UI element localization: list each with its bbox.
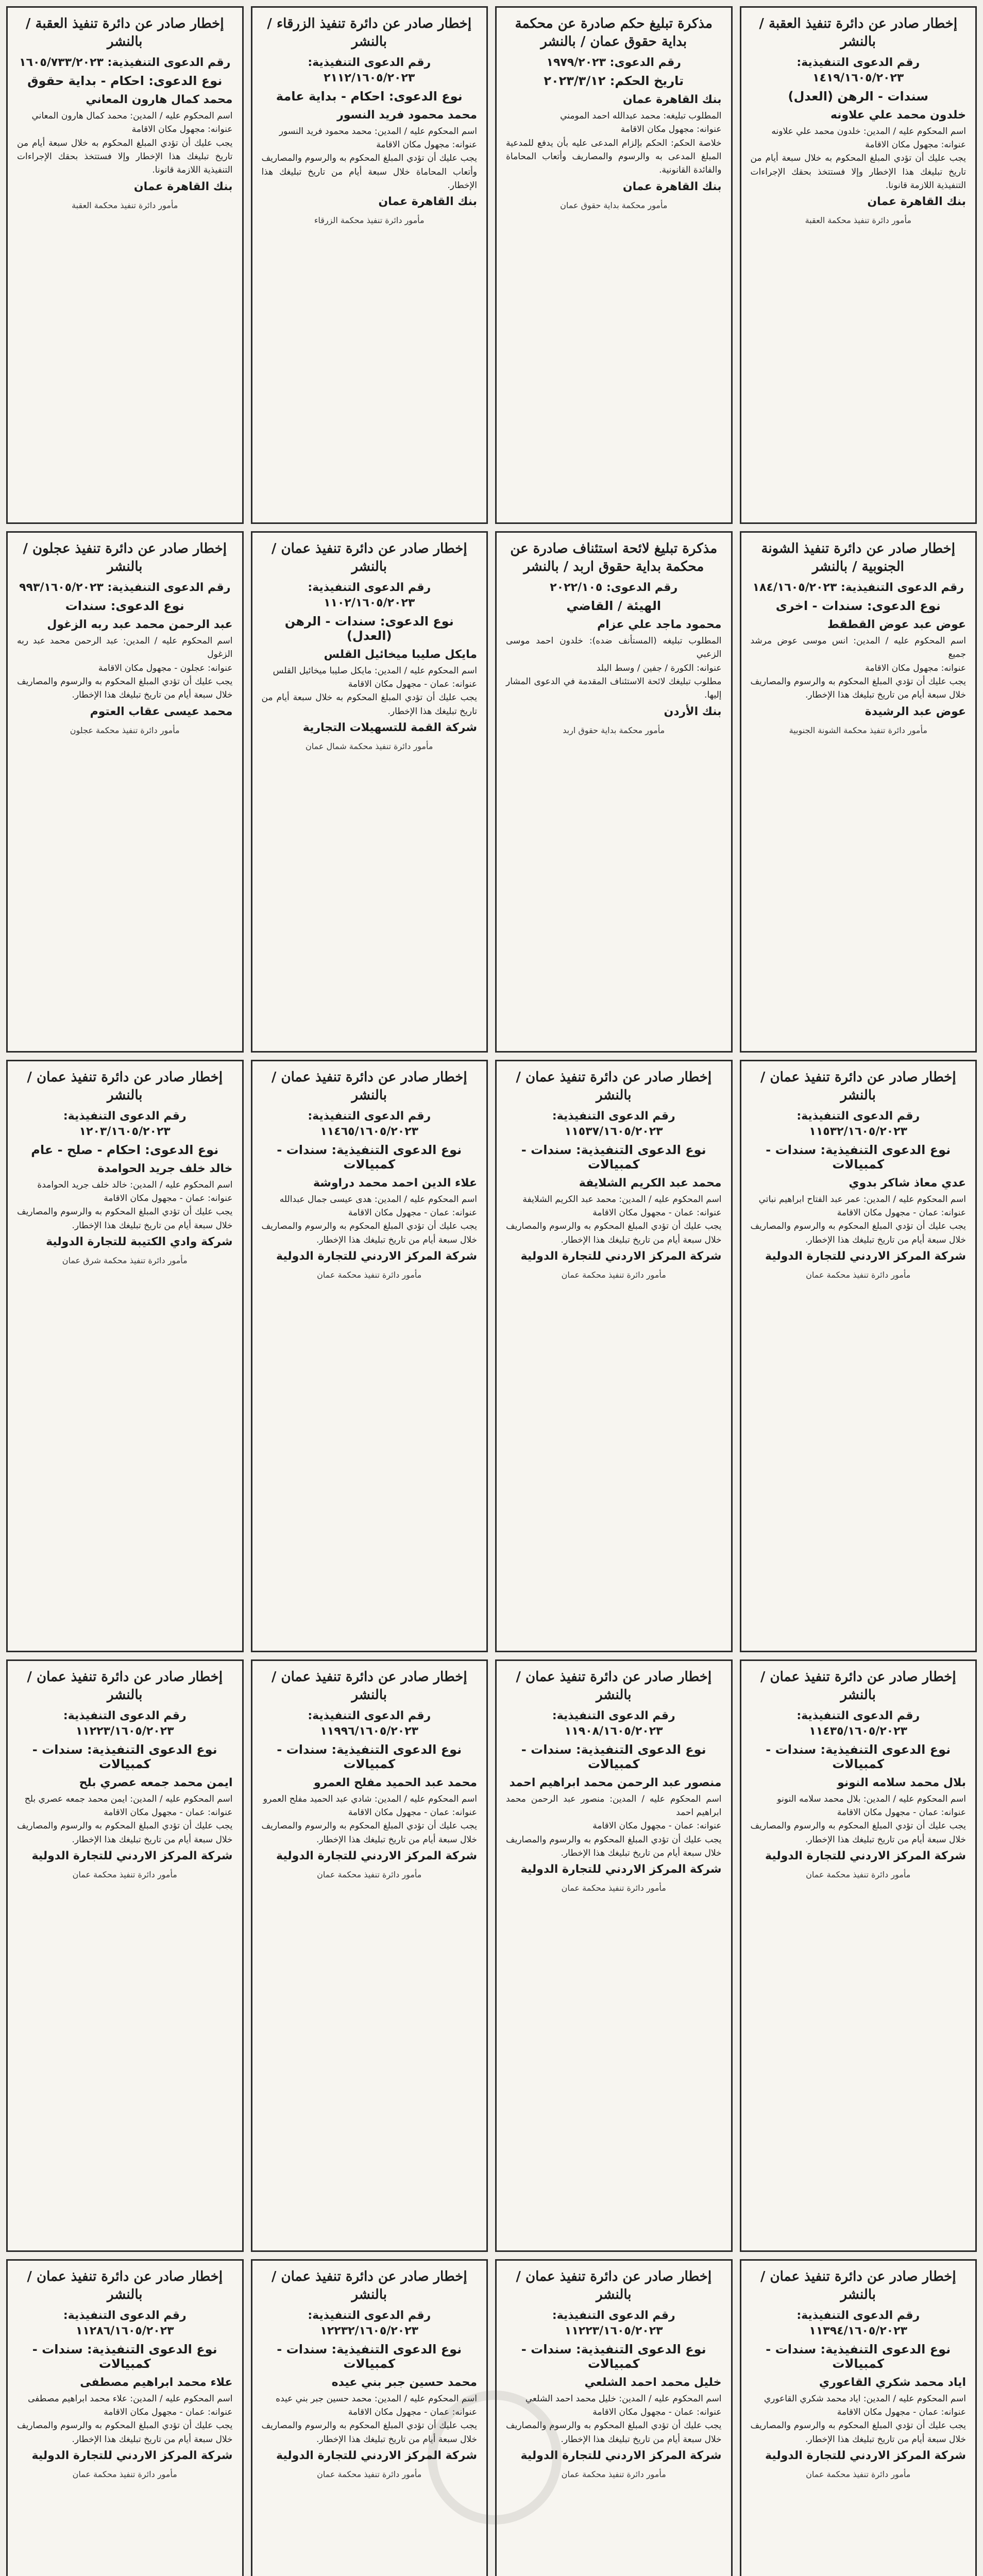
notice-creditor: شركة المركز الاردني للتجارة الدولية — [765, 1849, 966, 1862]
notice-line: اسم المحكوم عليه / المدين: خالد خلف جريد الحوامدة — [37, 1179, 233, 1190]
notice-type: نوع الدعوى التنفيذية: سندات - كمبيالات — [521, 1742, 706, 1771]
notice-type: نوع الدعوى التنفيذية: سندات - كمبيالات — [766, 1142, 951, 1172]
notice-line: المطلوب تبليغه (المستأنف ضده): خلدون احمد موسى الزعبي — [506, 635, 722, 660]
notice-line: خلاصة الحكم: الحكم بإلزام المدعى عليه بأن يدفع للمدعية المبلغ المدعى به والرسوم والمصاريف وأتعاب المحاماة والفائدة القانونية. — [506, 138, 722, 176]
notice-party: خلدون محمد علي علاونه — [830, 108, 966, 122]
notice-type: نوع الدعوى التنفيذية: سندات - كمبيالات — [766, 1742, 951, 1771]
notice-17 — [740, 2259, 977, 2576]
notice-ref: رقم الدعوى التنفيذية: ١٢٠٣/١٦٠٥/٢٠٢٣ — [63, 1110, 187, 1138]
notice-creditor: عوض عبد الرشيدة — [865, 705, 966, 718]
notice-footer: مأمور دائرة تنفيذ محكمة عمان — [806, 2469, 911, 2479]
notice-line: عنوانه: عمان - مجهول مكان الاقامة — [837, 1807, 966, 1818]
notice-footer: مأمور دائرة تنفيذ محكمة عمان — [72, 2469, 177, 2479]
notice-type: نوع الدعوى التنفيذية: سندات - كمبيالات — [277, 2342, 462, 2371]
notice-ref: رقم الدعوى التنفيذية: ١١٩٩٦/١٦٠٥/٢٠٢٣ — [308, 1709, 431, 1738]
notice-line: يجب عليك أن تؤدي المبلغ المحكوم به والرسوم والمصاريف خلال سبعة أيام من تاريخ تبليغك هذا الإخطار. — [261, 1821, 477, 1845]
notice-line: يجب عليك أن تؤدي المبلغ المحكوم به والرسوم والمصاريف خلال سبعة أيام من تاريخ تبليغك هذا الإخطار. — [17, 2420, 233, 2445]
notice-line: اسم المحكوم عليه / المدين: انس موسى عوض مرشد جميع — [750, 635, 966, 660]
notice-ref: رقم الدعوى التنفيذية: ١١٤٣٥/١٦٠٥/٢٠٢٣ — [796, 1709, 920, 1738]
notice-party: عوض عبد عوض القطقط — [827, 618, 966, 631]
notice-footer: مأمور دائرة تنفيذ محكمة العقبة — [72, 200, 178, 210]
notice-title: إخطار صادر عن دائرة تنفيذ العقبة / بالنشر — [759, 16, 958, 50]
notice-footer: مأمور دائرة تنفيذ محكمة عمان — [317, 1269, 422, 1280]
notice-party: اياد محمد شكري القاعوري — [819, 2376, 966, 2389]
notice-creditor: محمد عيسى عقاب العتوم — [90, 705, 233, 718]
notice-ref: رقم الدعوى التنفيذية: ١٢٢٣٢/١٦٠٥/٢٠٢٣ — [308, 2309, 431, 2337]
notice-6 — [495, 531, 733, 1053]
notice-ref: رقم الدعوى التنفيذية: ١٤١٩/١٦٠٥/٢٠٢٣ — [796, 56, 920, 84]
notice-line: اسم المحكوم عليه / المدين: مايكل صليبا ميخائيل القلس — [273, 665, 477, 676]
notice-title: إخطار صادر عن دائرة تنفيذ عمان / بالنشر — [516, 1669, 712, 1703]
notice-party: محمد كمال هارون المعاني — [86, 93, 233, 106]
notice-title: إخطار صادر عن دائرة تنفيذ الشونة الجنوبية / بالنشر — [761, 541, 955, 575]
notice-title: مذكرة تبليغ لائحة استئناف صادرة عن محكمة بداية حقوق اربد / بالنشر — [510, 541, 718, 575]
notice-footer: مأمور دائرة تنفيذ محكمة شمال عمان — [306, 741, 433, 751]
notice-title: إخطار صادر عن دائرة تنفيذ عمان / بالنشر — [271, 2269, 467, 2303]
notice-line: عنوانه: عمان - مجهول مكان الاقامة — [104, 1193, 233, 1204]
notice-12 — [6, 1060, 244, 1652]
notice-line: عنوانه: مجهول مكان الاقامة — [865, 139, 966, 150]
notice-type: نوع الدعوى التنفيذية: سندات - كمبيالات — [277, 1742, 462, 1771]
notice-title: إخطار صادر عن دائرة تنفيذ عمان / بالنشر — [271, 1669, 467, 1703]
notice-line: عنوانه: عمان - مجهول مكان الاقامة — [348, 679, 477, 689]
notice-line: يجب عليك أن تؤدي المبلغ المحكوم به والرسوم والمصاريف خلال سبعة أيام من تاريخ تبليغك هذا الإخطار. — [261, 2420, 477, 2445]
notice-footer: مأمور دائرة تنفيذ محكمة عمان — [561, 1883, 666, 1893]
notice-line: عنوانه: عمان - مجهول مكان الاقامة — [348, 1807, 477, 1818]
notice-ref: رقم الدعوى التنفيذية: ١١٠٢/١٦٠٥/٢٠٢٣ — [308, 581, 431, 609]
notice-ref: رقم الدعوى التنفيذية: ١١٢٨٦/١٦٠٥/٢٠٢٣ — [63, 2309, 187, 2337]
notice-title: إخطار صادر عن دائرة تنفيذ عمان / بالنشر — [27, 1070, 223, 1104]
notice-line: عنوانه: عجلون - مجهول مكان الاقامة — [98, 663, 233, 673]
notice-party: محمد عبد الحميد مفلح العمرو — [313, 1776, 477, 1789]
notice-20 — [6, 2259, 244, 2576]
notice-line: عنوانه: مجهول مكان الاقامة — [376, 139, 477, 150]
notice-line: اسم المحكوم عليه / المدين: بلال محمد سلامه النونو — [777, 1793, 966, 1804]
notice-creditor: بنك القاهرة عمان — [378, 195, 477, 209]
notice-title: إخطار صادر عن دائرة تنفيذ عمان / بالنشر — [271, 541, 467, 575]
notice-ref: رقم الدعوى التنفيذية: ١١٥٣٧/١٦٠٥/٢٠٢٣ — [552, 1110, 675, 1138]
notice-line: عنوانه: عمان - مجهول مكان الاقامة — [592, 1821, 722, 1832]
notice-creditor: شركة المركز الاردني للتجارة الدولية — [276, 2449, 477, 2462]
notice-line: اسم المحكوم عليه / المدين: عبد الرحمن محمد عبد ربه الزغول — [17, 635, 233, 660]
notice-line: يجب عليك أن تؤدي المبلغ المحكوم به والرسوم والمصاريف خلال سبعة أيام من تاريخ تبليغك هذا الإخطار. — [17, 1207, 233, 1231]
notice-1 — [740, 6, 977, 524]
notice-ref: رقم الدعوى التنفيذية: ١١٢٢٣/١٦٠٥/٢٠٢٣ — [552, 2309, 675, 2337]
notice-line: عنوانه: عمان - مجهول مكان الاقامة — [104, 2406, 233, 2417]
notice-line: اسم المحكوم عليه / المدين: خليل محمد احمد الشلعي — [525, 2393, 722, 2404]
notice-party: محمد حسين جبر بني عيده — [331, 2376, 477, 2389]
notice-footer: مأمور دائرة تنفيذ محكمة عمان — [806, 1869, 911, 1879]
notice-creditor: شركة المركز الاردني للتجارة الدولية — [276, 1849, 477, 1862]
notice-creditor: شركة المركز الاردني للتجارة الدولية — [520, 1249, 722, 1263]
notice-party: علاء الدين احمد محمد دراوشة — [313, 1176, 477, 1190]
notice-line: اسم المحكوم عليه / المدين: محمد محمود فريد النسور — [279, 126, 477, 137]
notice-party: محمد عبد الكريم الشلايفة — [579, 1176, 722, 1190]
notice-creditor: شركة المركز الاردني للتجارة الدولية — [520, 1863, 722, 1876]
notice-creditor: بنك القاهرة عمان — [622, 180, 722, 193]
notice-footer: مأمور دائرة تنفيذ محكمة الشونة الجنوبية — [789, 725, 927, 735]
notice-ref: رقم الدعوى التنفيذية: ١١٩٠٨/١٦٠٥/٢٠٢٣ — [552, 1709, 675, 1738]
notice-ref: رقم الدعوى: ١٩٧٩/٢٠٢٣ — [546, 56, 681, 70]
notice-footer: مأمور دائرة تنفيذ محكمة عمان — [317, 1869, 422, 1879]
notice-party: علاء محمد ابراهيم مصطفى — [80, 2376, 233, 2389]
notice-9 — [740, 1060, 977, 1652]
notice-title: مذكرة تبليغ حكم صادرة عن محكمة بداية حقوق عمان / بالنشر — [515, 16, 713, 50]
notice-title: إخطار صادر عن دائرة تنفيذ العقبة / بالنشر — [25, 16, 224, 50]
notice-line: عنوانه: عمان - مجهول مكان الاقامة — [348, 2406, 477, 2417]
notice-line: اسم المحكوم عليه / المدين: عمر عبد الفتاح ابراهيم نباتي — [758, 1194, 966, 1205]
notice-line: اسم المحكوم عليه / المدين: محمد كمال هارون المعاني — [31, 110, 233, 121]
notice-creditor: شركة المركز الاردني للتجارة الدولية — [765, 2449, 966, 2462]
notice-line: يجب عليك أن تؤدي المبلغ المحكوم به والرسوم والمصاريف خلال سبعة أيام من تاريخ تبليغك هذا الإخطار. — [506, 2420, 722, 2445]
notice-type: نوع الدعوى: سندات — [65, 598, 184, 613]
notice-party: عبد الرحمن محمد عبد ربه الزغول — [47, 618, 233, 631]
notice-line: يجب عليك أن تؤدي المبلغ المحكوم به والرسوم والمصاريف وأتعاب المحاماة خلال سبعة أيام من تاريخ تبليغك هذا الإخطار. — [261, 153, 477, 191]
notice-line: عنوانه: عمان - مجهول مكان الاقامة — [592, 2406, 722, 2417]
notice-line: عنوانه: مجهول مكان الاقامة — [620, 124, 722, 135]
notice-title: إخطار صادر عن دائرة تنفيذ عمان / بالنشر — [516, 2269, 712, 2303]
notice-type: نوع الدعوى التنفيذية: سندات - كمبيالات — [521, 2342, 706, 2371]
notice-ref: رقم الدعوى التنفيذية: ٢١١٢/١٦٠٥/٢٠٢٣ — [308, 56, 431, 84]
notice-type: نوع الدعوى: احكام - بداية عامة — [276, 89, 463, 104]
notice-creditor: شركة القمة للتسهيلات التجارية — [302, 721, 477, 734]
notice-type: نوع الدعوى التنفيذية: سندات - كمبيالات — [32, 1742, 217, 1771]
notice-line: المطلوب تبليغه: محمد عبدالله احمد المومني — [560, 110, 722, 121]
notice-creditor: بنك القاهرة عمان — [133, 180, 233, 193]
notice-title: إخطار صادر عن دائرة تنفيذ عمان / بالنشر — [27, 1669, 223, 1703]
notice-8 — [6, 531, 244, 1053]
notice-line: يجب عليك أن تؤدي المبلغ المحكوم به والرسوم والمصاريف خلال سبعة أيام من تاريخ تبليغك هذا الإخطار. — [261, 1221, 477, 1245]
notice-3 — [251, 6, 488, 524]
notice-line: اسم المحكوم عليه / المدين: اياد محمد شكري القاعوري — [764, 2393, 966, 2404]
notice-line: اسم المحكوم عليه / المدين: محمد حسين جبر بني عيده — [276, 2393, 477, 2404]
notice-creditor: شركة المركز الاردني للتجارة الدولية — [31, 1849, 233, 1862]
notice-18 — [495, 2259, 733, 2576]
notice-party: بنك القاهرة عمان — [622, 93, 722, 106]
notice-ref: رقم الدعوى التنفيذية: ٩٩٣/١٦٠٥/٢٠٢٣ — [19, 581, 231, 595]
notice-creditor: شركة المركز الاردني للتجارة الدولية — [765, 1249, 966, 1263]
notice-line: عنوانه: الكورة / جفين / وسط البلد — [596, 663, 722, 673]
notice-line: عنوانه: مجهول مكان الاقامة — [131, 124, 233, 135]
notices-grid — [6, 6, 977, 2576]
notice-type: نوع الدعوى: سندات - اخرى — [775, 598, 941, 613]
notice-ref: رقم الدعوى التنفيذية: ١١٥٣٢/١٦٠٥/٢٠٢٣ — [796, 1110, 920, 1138]
notice-party: مايكل صليبا ميخائيل القلس — [324, 648, 477, 661]
notice-15 — [251, 1659, 488, 2252]
notice-type: نوع الدعوى التنفيذية: سندات - كمبيالات — [277, 1142, 462, 1172]
notice-line: يجب عليك أن تؤدي المبلغ المحكوم به والرسوم والمصاريف خلال سبعة أيام من تاريخ تبليغك هذا الإخطار. — [750, 1821, 966, 1845]
notice-creditor: شركة المركز الاردني للتجارة الدولية — [31, 2449, 233, 2462]
notice-footer: مأمور دائرة تنفيذ محكمة شرق عمان — [62, 1255, 188, 1265]
notice-ref: رقم الدعوى التنفيذية: ١١٢٢٣/١٦٠٥/٢٠٢٣ — [63, 1709, 187, 1738]
notice-7 — [251, 531, 488, 1053]
notice-type: نوع الدعوى التنفيذية: سندات - كمبيالات — [766, 2342, 951, 2371]
notice-type: تاريخ الحكم: ٢٠٢٣/٣/١٢ — [544, 73, 684, 88]
notice-party: منصور عبد الرحمن محمد ابراهيم احمد — [509, 1776, 722, 1789]
notice-title: إخطار صادر عن دائرة تنفيذ عجلون / بالنشر — [23, 541, 227, 575]
notice-type: نوع الدعوى التنفيذية: سندات - كمبيالات — [32, 2342, 217, 2371]
notice-line: عنوانه: عمان - مجهول مكان الاقامة — [592, 1207, 722, 1218]
notice-footer: مأمور محكمة بداية حقوق عمان — [560, 200, 668, 210]
notice-title: إخطار صادر عن دائرة تنفيذ الزرقاء / بالنشر — [267, 16, 472, 50]
notice-type: الهيئة / القاضي — [566, 598, 662, 613]
notice-line: يجب عليك أن تؤدي المبلغ المحكوم به والرسوم والمصاريف خلال سبعة أيام من تاريخ تبليغك هذا الإخطار. — [750, 1221, 966, 1245]
notice-creditor: شركة وادي الكتيبة للتجارة الدولية — [46, 1235, 233, 1248]
notice-line: يجب عليك أن تؤدي المبلغ المحكوم به والرسوم والمصاريف خلال سبعة أيام من تاريخ تبليغك هذا الإخطار. — [17, 676, 233, 701]
notice-ref: رقم الدعوى: ٢٠٢٢/١٠٥ — [550, 581, 678, 595]
notice-footer: مأمور دائرة تنفيذ محكمة الزرقاء — [314, 215, 425, 226]
notice-19 — [251, 2259, 488, 2576]
notice-line: اسم المحكوم عليه / المدين: علاء محمد ابراهيم مصطفى — [28, 2393, 233, 2404]
notice-footer: مأمور دائرة تنفيذ محكمة عمان — [561, 2469, 666, 2479]
notice-title: إخطار صادر عن دائرة تنفيذ عمان / بالنشر — [516, 1070, 712, 1104]
notice-line: يجب عليك أن تؤدي المبلغ المحكوم به والرسوم والمصاريف خلال سبعة أيام من تاريخ تبليغك هذا الإخطار. — [506, 1221, 722, 1245]
notice-line: يجب عليك أن تؤدي المبلغ المحكوم به والرسوم والمصاريف خلال سبعة أيام من تاريخ تبليغك هذا الإخطار. — [750, 676, 966, 701]
notice-line: عنوانه: عمان - مجهول مكان الاقامة — [348, 1207, 477, 1218]
notice-creditor: بنك الأردن — [664, 705, 722, 718]
notice-footer: مأمور دائرة تنفيذ محكمة عمان — [561, 1269, 666, 1280]
notice-title: إخطار صادر عن دائرة تنفيذ عمان / بالنشر — [760, 1669, 956, 1703]
notice-footer: مأمور دائرة تنفيذ محكمة عمان — [806, 1269, 911, 1280]
notice-footer: مأمور دائرة تنفيذ محكمة عمان — [72, 1869, 177, 1879]
notice-party: خالد خلف جريد الحوامدة — [97, 1162, 233, 1175]
notice-type: نوع الدعوى: احكام - بداية حقوق — [27, 73, 223, 88]
notice-party: خليل محمد احمد الشلعي — [584, 2376, 722, 2389]
notice-footer: مأمور دائرة تنفيذ محكمة عمان — [317, 2469, 422, 2479]
notice-line: اسم المحكوم عليه / المدين: منصور عبد الرحمن محمد ابراهيم احمد — [506, 1793, 722, 1818]
notice-line: يجب عليك أن تؤدي المبلغ المحكوم به خلال سبعة أيام من تاريخ تبليغك هذا الإخطار وإلا فستتخذ بحقك الإجراءات التنفيذية اللازمة قانونا. — [750, 153, 966, 191]
notice-footer: مأمور دائرة تنفيذ محكمة العقبة — [805, 215, 911, 226]
notice-line: يجب عليك أن تؤدي المبلغ المحكوم به خلال سبعة أيام من تاريخ تبليغك هذا الإخطار. — [261, 692, 477, 717]
notice-line: اسم المحكوم عليه / المدين: شادي عبد الحميد مفلح العمرو — [263, 1793, 477, 1804]
notice-line: اسم المحكوم عليه / المدين: ايمن محمد جمعه عصري بلح — [24, 1793, 233, 1804]
notice-5 — [740, 531, 977, 1053]
notice-type: نوع الدعوى: احكام - صلح - عام — [31, 1142, 219, 1157]
notice-10 — [495, 1060, 733, 1652]
notice-title: إخطار صادر عن دائرة تنفيذ عمان / بالنشر — [760, 1070, 956, 1104]
notice-line: عنوانه: عمان - مجهول مكان الاقامة — [104, 1807, 233, 1818]
notice-creditor: شركة المركز الاردني للتجارة الدولية — [520, 2449, 722, 2462]
notice-title: إخطار صادر عن دائرة تنفيذ عمان / بالنشر — [760, 2269, 956, 2303]
notice-title: إخطار صادر عن دائرة تنفيذ عمان / بالنشر — [271, 1070, 467, 1104]
notice-footer: مأمور دائرة تنفيذ محكمة عجلون — [70, 725, 180, 735]
notice-party: ايمن محمد جمعه عصري بلح — [79, 1776, 233, 1789]
notice-line: عنوانه: مجهول مكان الاقامة — [865, 663, 966, 673]
notice-line: اسم المحكوم عليه / المدين: هدى عيسى جمال عبدالله — [279, 1194, 477, 1205]
notice-4 — [6, 6, 244, 524]
notice-line: يجب عليك أن تؤدي المبلغ المحكوم به والرسوم والمصاريف خلال سبعة أيام من تاريخ تبليغك هذا الإخطار. — [506, 1834, 722, 1858]
notice-party: محمود ماجد علي عزام — [597, 618, 722, 631]
notice-line: عنوانه: عمان - مجهول مكان الاقامة — [837, 1207, 966, 1218]
notice-type: سندات - الرهن (العدل) — [788, 89, 928, 104]
notice-type: نوع الدعوى: سندات - الرهن (العدل) — [284, 614, 454, 643]
notice-title: إخطار صادر عن دائرة تنفيذ عمان / بالنشر — [27, 2269, 223, 2303]
notice-ref: رقم الدعوى التنفيذية: ١١٣٩٤/١٦٠٥/٢٠٢٣ — [796, 2309, 920, 2337]
notice-line: يجب عليك أن تؤدي المبلغ المحكوم به والرسوم والمصاريف خلال سبعة أيام من تاريخ تبليغك هذا الإخطار. — [17, 1821, 233, 1845]
notice-ref: رقم الدعوى التنفيذية: ١٨٤/١٦٠٥/٢٠٢٣ — [752, 581, 964, 595]
notice-type: نوع الدعوى التنفيذية: سندات - كمبيالات — [521, 1142, 706, 1172]
notice-line: يجب عليك أن تؤدي المبلغ المحكوم به والرسوم والمصاريف خلال سبعة أيام من تاريخ تبليغك هذا الإخطار. — [750, 2420, 966, 2445]
notice-line: عنوانه: عمان - مجهول مكان الاقامة — [837, 2406, 966, 2417]
notice-2 — [495, 6, 733, 524]
notice-footer: مأمور محكمة بداية حقوق اربد — [563, 725, 665, 735]
notice-13 — [740, 1659, 977, 2252]
notice-16 — [6, 1659, 244, 2252]
notice-line: مطلوب تبليغك لائحة الاستئناف المقدمة في الدعوى المشار إليها. — [506, 676, 722, 701]
notice-14 — [495, 1659, 733, 2252]
notice-11 — [251, 1060, 488, 1652]
notice-creditor: شركة المركز الاردني للتجارة الدولية — [276, 1249, 477, 1263]
notice-ref: رقم الدعوى التنفيذية: ١١٤٦٥/١٦٠٥/٢٠٢٣ — [308, 1110, 431, 1138]
notice-ref: رقم الدعوى التنفيذية: ١٦٠٥/٧٣٣/٢٠٢٣ — [19, 56, 231, 70]
notice-line: اسم المحكوم عليه / المدين: محمد عبد الكريم الشلايفة — [522, 1194, 722, 1205]
notice-creditor: بنك القاهرة عمان — [867, 195, 966, 209]
notice-party: محمد محمود فريد النسور — [337, 108, 477, 122]
notice-party: بلال محمد سلامه النونو — [837, 1776, 966, 1789]
notice-line: يجب عليك أن تؤدي المبلغ المحكوم به خلال سبعة أيام من تاريخ تبليغك هذا الإخطار وإلا فستتخذ بحقك الإجراءات التنفيذية اللازمة قانونا. — [17, 138, 233, 176]
notice-line: اسم المحكوم عليه / المدين: خلدون محمد علي علاونه — [771, 126, 966, 137]
notice-party: عدي معاذ شاكر بدوي — [849, 1176, 966, 1190]
